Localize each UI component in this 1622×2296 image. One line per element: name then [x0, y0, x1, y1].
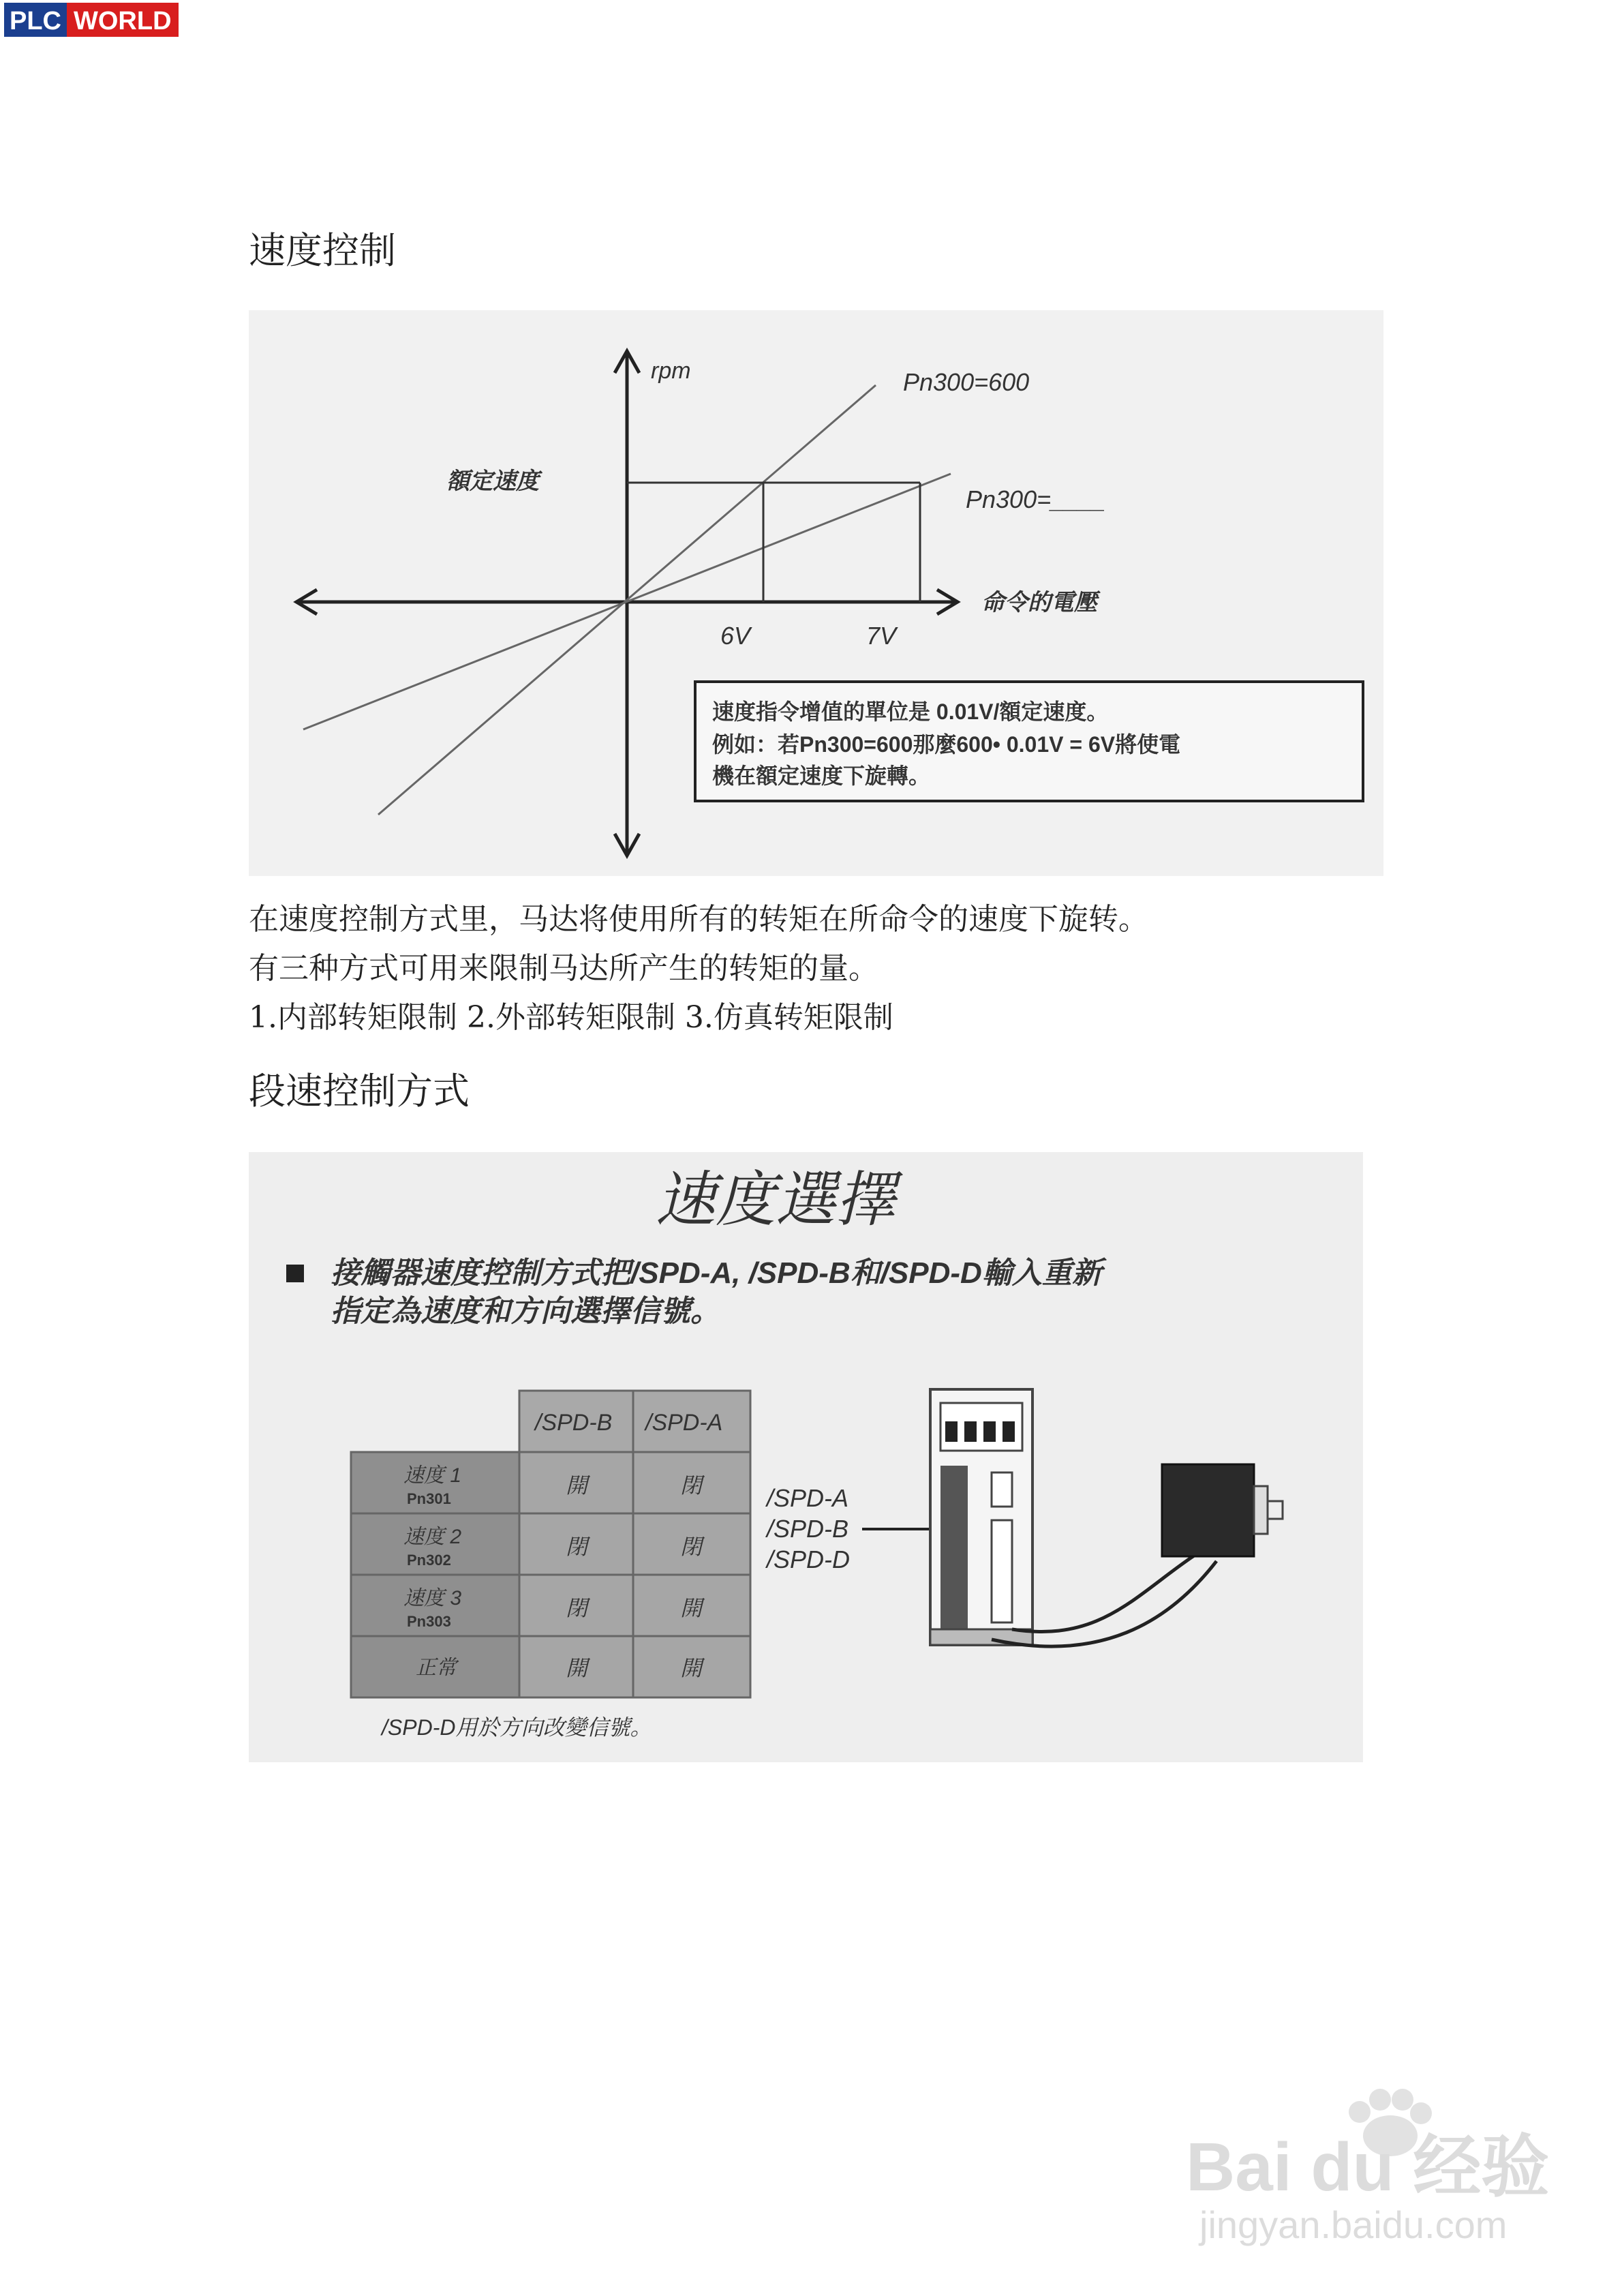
row3-name: 速度 3	[403, 1587, 462, 1610]
row3-b: 閉	[566, 1596, 588, 1620]
row4-b: 開	[566, 1656, 588, 1680]
signal-spd-b: /SPD-B	[767, 1515, 849, 1543]
line2-label: Pn300=____	[966, 485, 1106, 513]
cable-1	[1012, 1554, 1196, 1631]
section-heading-speed-control: 速度控制	[249, 229, 396, 272]
note-line-3: 機在額定速度下旋轉。	[712, 764, 931, 788]
line1-label: Pn300=600	[903, 368, 1030, 396]
row1-a: 閉	[680, 1473, 703, 1498]
section-heading-multi-speed: 段速控制方式	[249, 1070, 470, 1113]
bullet-line-1: 接觸器速度控制方式把/SPD-A, /SPD-B和/SPD-D輸入重新	[331, 1256, 1102, 1290]
header-spd-b: /SPD-B	[535, 1410, 613, 1436]
y-axis-label: rpm	[651, 358, 691, 384]
baidu-watermark	[1186, 2085, 1567, 2248]
row2-b: 閉	[566, 1535, 588, 1559]
slide-graphic	[249, 1152, 1363, 1762]
tick-6v: 6V	[720, 622, 751, 650]
logo-world: WORLD	[67, 3, 179, 37]
row1-b: 開	[566, 1473, 588, 1498]
bullet-icon	[286, 1265, 304, 1282]
row2-a: 閉	[680, 1535, 703, 1559]
row1-param: Pn301	[407, 1490, 451, 1507]
note-line-1: 速度指令增值的單位是 0.01V/額定速度。	[712, 699, 1109, 724]
rated-speed-label: 額定速度	[446, 468, 539, 494]
row2-param: Pn302	[407, 1552, 451, 1569]
table-row-2	[351, 1513, 750, 1575]
servo-drive-icon	[930, 1389, 1032, 1645]
table-row-3	[351, 1575, 750, 1636]
note-line-2: 例如：若Pn300=600那麼600• 0.01V = 6V將使電	[712, 732, 1181, 757]
motor-icon	[1162, 1464, 1283, 1556]
slide-footnote: /SPD-D用於方向改變信號。	[382, 1715, 652, 1740]
row4-name: 正常	[416, 1657, 457, 1679]
row3-param: Pn303	[407, 1613, 451, 1630]
row3-a: 開	[680, 1596, 703, 1620]
watermark-url: jingyan.baidu.com	[1199, 2203, 1508, 2246]
table-row-1	[351, 1452, 750, 1513]
row1-name: 速度 1	[403, 1464, 462, 1487]
table-row-4	[351, 1636, 750, 1697]
row4-a: 開	[680, 1656, 703, 1680]
speed-selection-slide	[249, 1152, 1363, 1762]
watermark-brand: Bai du 经验	[1186, 2129, 1550, 2205]
speed-chart	[249, 310, 1383, 876]
logo-plc: PLC	[4, 3, 67, 37]
paragraph-3: 1.内部转矩限制 2.外部转矩限制 3.仿真转矩限制	[249, 1000, 893, 1035]
paragraph-2: 有三种方式可用来限制马达所产生的转矩的量。	[249, 951, 878, 986]
x-axis-label: 命令的電壓	[981, 590, 1097, 616]
tick-7v: 7V	[866, 622, 897, 650]
signal-spd-d: /SPD-D	[767, 1545, 851, 1573]
bullet-line-2: 指定為速度和方向選擇信號。	[331, 1295, 720, 1328]
plcworld-logo	[4, 3, 179, 37]
row2-name: 速度 2	[403, 1526, 462, 1548]
header-spd-a: /SPD-A	[645, 1410, 723, 1436]
speed-control-figure	[249, 310, 1383, 876]
paragraph-1: 在速度控制方式里，马达将使用所有的转矩在所命令的速度下旋转。	[249, 902, 1148, 937]
signal-spd-a: /SPD-A	[767, 1484, 849, 1512]
baidu-paw-icon	[1186, 2085, 1567, 2248]
slide-title: 速度選擇	[656, 1164, 896, 1235]
